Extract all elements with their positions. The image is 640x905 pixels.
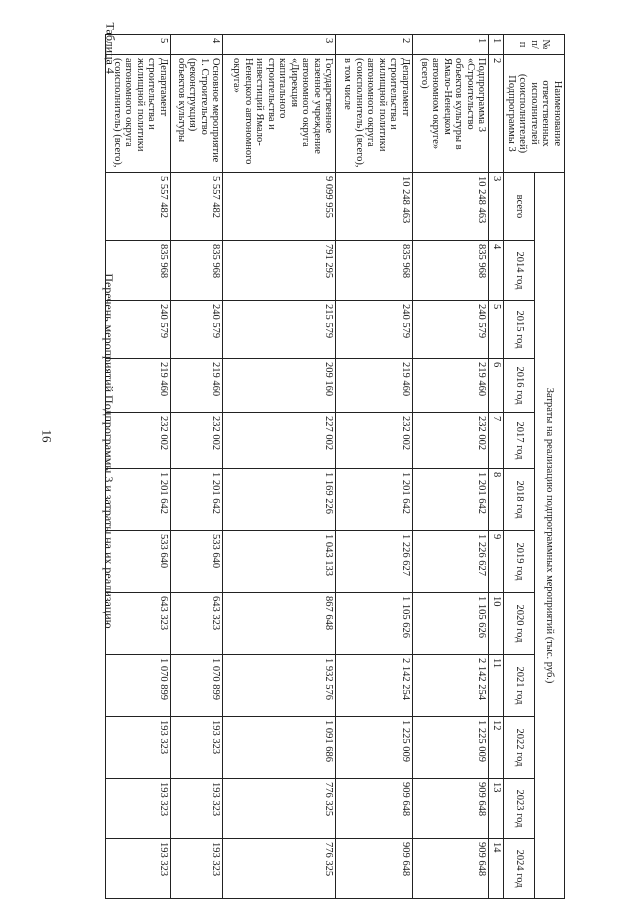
- row-name: Департамент строительства и жилищной политики автономного округа (соисполнитель) (всего),: [106, 55, 170, 173]
- row-total: 9 099 955: [223, 173, 336, 241]
- row-number: 4: [170, 35, 222, 55]
- table-row: [106, 35, 170, 899]
- header-name: Наименование ответственных исполнителей (соисполнителей) Подпрограммы 3: [504, 55, 565, 173]
- column-number: 10: [489, 593, 504, 655]
- row-value: 643 323: [106, 593, 170, 655]
- table-header: [489, 35, 565, 899]
- row-value: 1 070 899: [170, 655, 222, 717]
- table-row: [223, 35, 336, 899]
- header-costs: Затраты на реализацию подпрограммных мероприятий (тыс. руб.): [534, 173, 564, 899]
- row-value: 219 460: [336, 359, 413, 413]
- row-name: Подпрограмма 3 «Строительство объектов культуры в Ямало-Ненецком автономном округе» (всего): [412, 55, 489, 173]
- table-row: [412, 35, 489, 899]
- header-year: 2024 год: [504, 839, 534, 899]
- row-value: 909 648: [412, 839, 489, 899]
- row-value: 867 648: [223, 593, 336, 655]
- row-value: 1 091 686: [223, 717, 336, 779]
- column-number: 1: [489, 35, 504, 55]
- row-number: 2: [336, 35, 413, 55]
- header-total: всего: [504, 173, 534, 241]
- row-value: 232 002: [170, 413, 222, 469]
- row-total: 10 248 463: [412, 173, 489, 241]
- column-number: 7: [489, 413, 504, 469]
- row-value: 1 070 899: [106, 655, 170, 717]
- column-number: 3: [489, 173, 504, 241]
- document-title: Перечень мероприятий Подпрограммы 3 и затраты на их реализацию: [102, 273, 116, 629]
- column-number: 2: [489, 55, 504, 173]
- row-value: 776 325: [223, 779, 336, 839]
- row-value: 240 579: [106, 301, 170, 359]
- row-value: 776 325: [223, 839, 336, 899]
- table-row: [336, 35, 413, 899]
- costs-table: [106, 34, 566, 899]
- row-value: 215 579: [223, 301, 336, 359]
- row-value: 219 460: [170, 359, 222, 413]
- header-year: 2021 год: [504, 655, 534, 717]
- row-value: 835 968: [412, 241, 489, 301]
- row-value: 219 460: [106, 359, 170, 413]
- column-number: 8: [489, 469, 504, 531]
- row-value: 193 323: [170, 839, 222, 899]
- row-value: 835 968: [106, 241, 170, 301]
- header-year: 2022 год: [504, 717, 534, 779]
- header-year: 2023 год: [504, 779, 534, 839]
- column-number: 9: [489, 531, 504, 593]
- row-value: 219 460: [412, 359, 489, 413]
- row-value: 1 201 642: [106, 469, 170, 531]
- row-value: 533 640: [106, 531, 170, 593]
- column-number: 5: [489, 301, 504, 359]
- page-number: 16: [39, 429, 55, 443]
- row-value: 909 648: [336, 779, 413, 839]
- row-value: 1 201 642: [412, 469, 489, 531]
- row-value: 791 295: [223, 241, 336, 301]
- header-year: 2018 год: [504, 469, 534, 531]
- row-total: 5 557 482: [170, 173, 222, 241]
- row-value: 1 226 627: [412, 531, 489, 593]
- column-number: 4: [489, 241, 504, 301]
- row-value: 232 002: [336, 413, 413, 469]
- column-number: 14: [489, 839, 504, 899]
- row-value: 1 932 576: [223, 655, 336, 717]
- row-total: 10 248 463: [336, 173, 413, 241]
- row-value: 643 323: [170, 593, 222, 655]
- header-year: 2016 год: [504, 359, 534, 413]
- row-value: 1 225 009: [412, 717, 489, 779]
- row-value: 193 323: [170, 779, 222, 839]
- row-value: 1 226 627: [336, 531, 413, 593]
- row-value: 909 648: [336, 839, 413, 899]
- row-value: 1 169 226: [223, 469, 336, 531]
- row-number: 5: [106, 35, 170, 55]
- row-value: 240 579: [170, 301, 222, 359]
- row-value: 1 201 642: [336, 469, 413, 531]
- row-value: 2 142 254: [336, 655, 413, 717]
- row-value: 193 323: [106, 839, 170, 899]
- row-value: 1 105 626: [336, 593, 413, 655]
- row-value: 533 640: [170, 531, 222, 593]
- row-value: 909 648: [412, 779, 489, 839]
- table-body: [106, 35, 489, 899]
- row-value: 240 579: [336, 301, 413, 359]
- rotated-table-container: [111, 34, 565, 898]
- row-value: 209 160: [223, 359, 336, 413]
- column-number: 6: [489, 359, 504, 413]
- header-no: № п/п: [504, 35, 565, 55]
- row-value: 193 323: [106, 779, 170, 839]
- row-value: 193 323: [170, 717, 222, 779]
- table-caption: Таблица 4: [103, 22, 118, 74]
- column-numbers-row: [489, 35, 504, 899]
- row-value: 227 002: [223, 413, 336, 469]
- header-year: 2020 год: [504, 593, 534, 655]
- row-name: Департамент строительства и жилищной политики автономного округа (соисполнитель) (всего), в том числе: [336, 55, 413, 173]
- row-value: 835 968: [336, 241, 413, 301]
- row-name: Основное мероприятие 1. Строительство (реконструкция) объектов культуры: [170, 55, 222, 173]
- row-value: 1 225 009: [336, 717, 413, 779]
- header-year: 2014 год: [504, 241, 534, 301]
- row-number: 1: [412, 35, 489, 55]
- header-year: 2019 год: [504, 531, 534, 593]
- row-value: 240 579: [412, 301, 489, 359]
- row-value: 232 002: [106, 413, 170, 469]
- row-value: 1 105 626: [412, 593, 489, 655]
- column-number: 11: [489, 655, 504, 717]
- row-value: 2 142 254: [412, 655, 489, 717]
- row-number: 3: [223, 35, 336, 55]
- row-value: 1 201 642: [170, 469, 222, 531]
- row-total: 5 557 482: [106, 173, 170, 241]
- row-value: 193 323: [106, 717, 170, 779]
- column-number: 13: [489, 779, 504, 839]
- row-name: Государственное казенное учреждение автономного округа «Дирекция капитального строительства и инвестиций Ямало-Ненецкого автономного округа»: [223, 55, 336, 173]
- header-year: 2017 год: [504, 413, 534, 469]
- header-year: 2015 год: [504, 301, 534, 359]
- row-value: 835 968: [170, 241, 222, 301]
- row-value: 1 043 133: [223, 531, 336, 593]
- table-row: [170, 35, 222, 899]
- column-number: 12: [489, 717, 504, 779]
- row-value: 232 002: [412, 413, 489, 469]
